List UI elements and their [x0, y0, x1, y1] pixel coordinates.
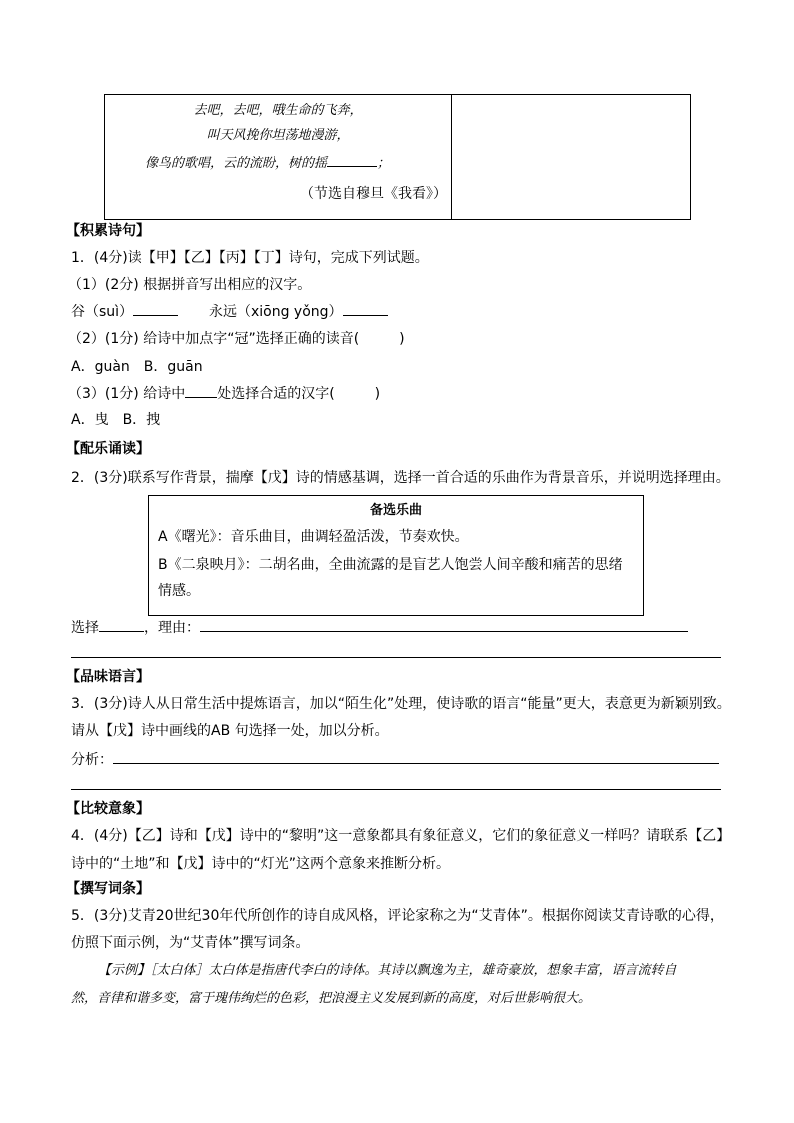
poem-table	[104, 94, 691, 220]
poem-line-1: 去吧，去吧，哦生命的飞奔，	[193, 103, 363, 118]
q1-sub3-blank[interactable]	[185, 383, 217, 398]
word2-blank[interactable]	[343, 301, 388, 316]
q2-answer-line[interactable]	[71, 657, 721, 658]
heading-music: 【配乐诵读】	[66, 441, 150, 457]
poem-table-divider	[451, 95, 452, 219]
q1-sub3-options: A．曳 B．拽	[71, 412, 161, 428]
q1-pinyin-row	[71, 301, 388, 322]
music-option-a: A《曙光》：音乐曲目，曲调轻盈活泼，节奏欢快。	[158, 529, 469, 545]
q1-sub3	[68, 383, 380, 404]
q3-text-1: 3．(3分)诗人从日常生活中提炼语言，加以“陌生化”处理，使诗歌的语言“能量”更大，表意更为新颖别致。	[71, 696, 731, 712]
reason-blank[interactable]	[200, 617, 688, 632]
poem-line-3-text: 像鸟的歌唱，云的流盼，树的摇	[145, 156, 328, 171]
poem-source: （节选自穆旦《我看》）	[300, 186, 447, 202]
q1-sub2-text: （2）(1分) 给诗中加点字“冠”选择正确的读音(	[68, 331, 360, 347]
analysis-label: 分析：	[71, 752, 113, 768]
poem-blank[interactable]	[327, 152, 377, 167]
word1-label: 谷（suì）	[71, 304, 134, 320]
q1-sub1: （1）(2分) 根据拼音写出相应的汉字。	[68, 277, 312, 293]
q5-text-2: 仿照下面示例，为“艾青体”撰写词条。	[71, 935, 310, 951]
q1-sub3-close: )	[374, 386, 381, 402]
q2-text: 2．(3分)联系写作背景，揣摩【戊】诗的情感基调，选择一首合适的乐曲作为背景音乐，并说明选择理由。	[71, 470, 730, 486]
choose-label: 选择	[71, 620, 99, 636]
music-options-box	[148, 495, 644, 616]
q5-text-1: 5．(3分)艾青20世纪30年代所创作的诗自成风格，评论家称之为“艾青体”。根据你阅读艾青诗歌的心得，	[71, 908, 724, 924]
music-option-b-line1: B《二泉映月》：二胡名曲，全曲流露的是盲艺人饱尝人间辛酸和痛苦的思绪	[158, 557, 623, 573]
q1-sub2-options: A．guàn B．guān	[71, 359, 203, 375]
choose-blank[interactable]	[99, 617, 144, 632]
analysis-blank[interactable]	[113, 749, 719, 764]
heading-imagery: 【比较意象】	[66, 801, 150, 817]
q1-sub3-text-a: （3）(1分) 给诗中	[68, 386, 186, 402]
q3-answer-line[interactable]	[71, 789, 721, 790]
poem-line-3	[145, 152, 390, 174]
word2-label: 永远（xiōng yǒng）	[208, 304, 343, 320]
heading-entry: 【撰写词条】	[66, 881, 150, 897]
q3-text-2: 请从【戊】诗中画线的AB 句选择一处，加以分析。	[71, 723, 389, 739]
poem-line-3-end: ；	[377, 156, 391, 171]
q3-analysis-row	[71, 749, 719, 770]
word1-blank[interactable]	[133, 301, 178, 316]
poem-line-2: 叫天风挽你坦荡地漫游，	[206, 128, 350, 143]
q1-sub3-text-b: 处选择合适的汉字(	[217, 386, 335, 402]
example-line-1: 【示例】［太白体］太白体是指唐代李白的诗体。其诗以飘逸为主，雄奇豪放，想象丰富，语言流转自	[98, 963, 677, 978]
reason-label: ，理由：	[144, 620, 200, 636]
music-box-title: 备选乐曲	[369, 503, 422, 518]
q4-text-2: 诗中的“土地”和【戊】诗中的“灯光”这两个意象来推断分析。	[71, 856, 451, 872]
q4-text-1: 4．(4分)【乙】诗和【戊】诗中的“黎明”这一意象都具有象征意义，它们的象征意义一样吗？请联系【乙】	[71, 828, 731, 844]
heading-accumulate: 【积累诗句】	[66, 223, 150, 239]
q1-text: 1．(4分)读【甲】【乙】【丙】【丁】诗句，完成下列试题。	[71, 250, 429, 266]
heading-language: 【品味语言】	[66, 669, 150, 685]
music-option-b-line2: 情感。	[158, 583, 200, 599]
q1-sub2-close: )	[399, 331, 405, 347]
example-line-2: 然，音律和谐多变，富于瑰伟绚烂的色彩，把浪漫主义发展到新的高度，对后世影响很大。	[71, 991, 592, 1006]
q1-sub2	[68, 329, 405, 349]
q2-answer-row	[71, 617, 688, 638]
